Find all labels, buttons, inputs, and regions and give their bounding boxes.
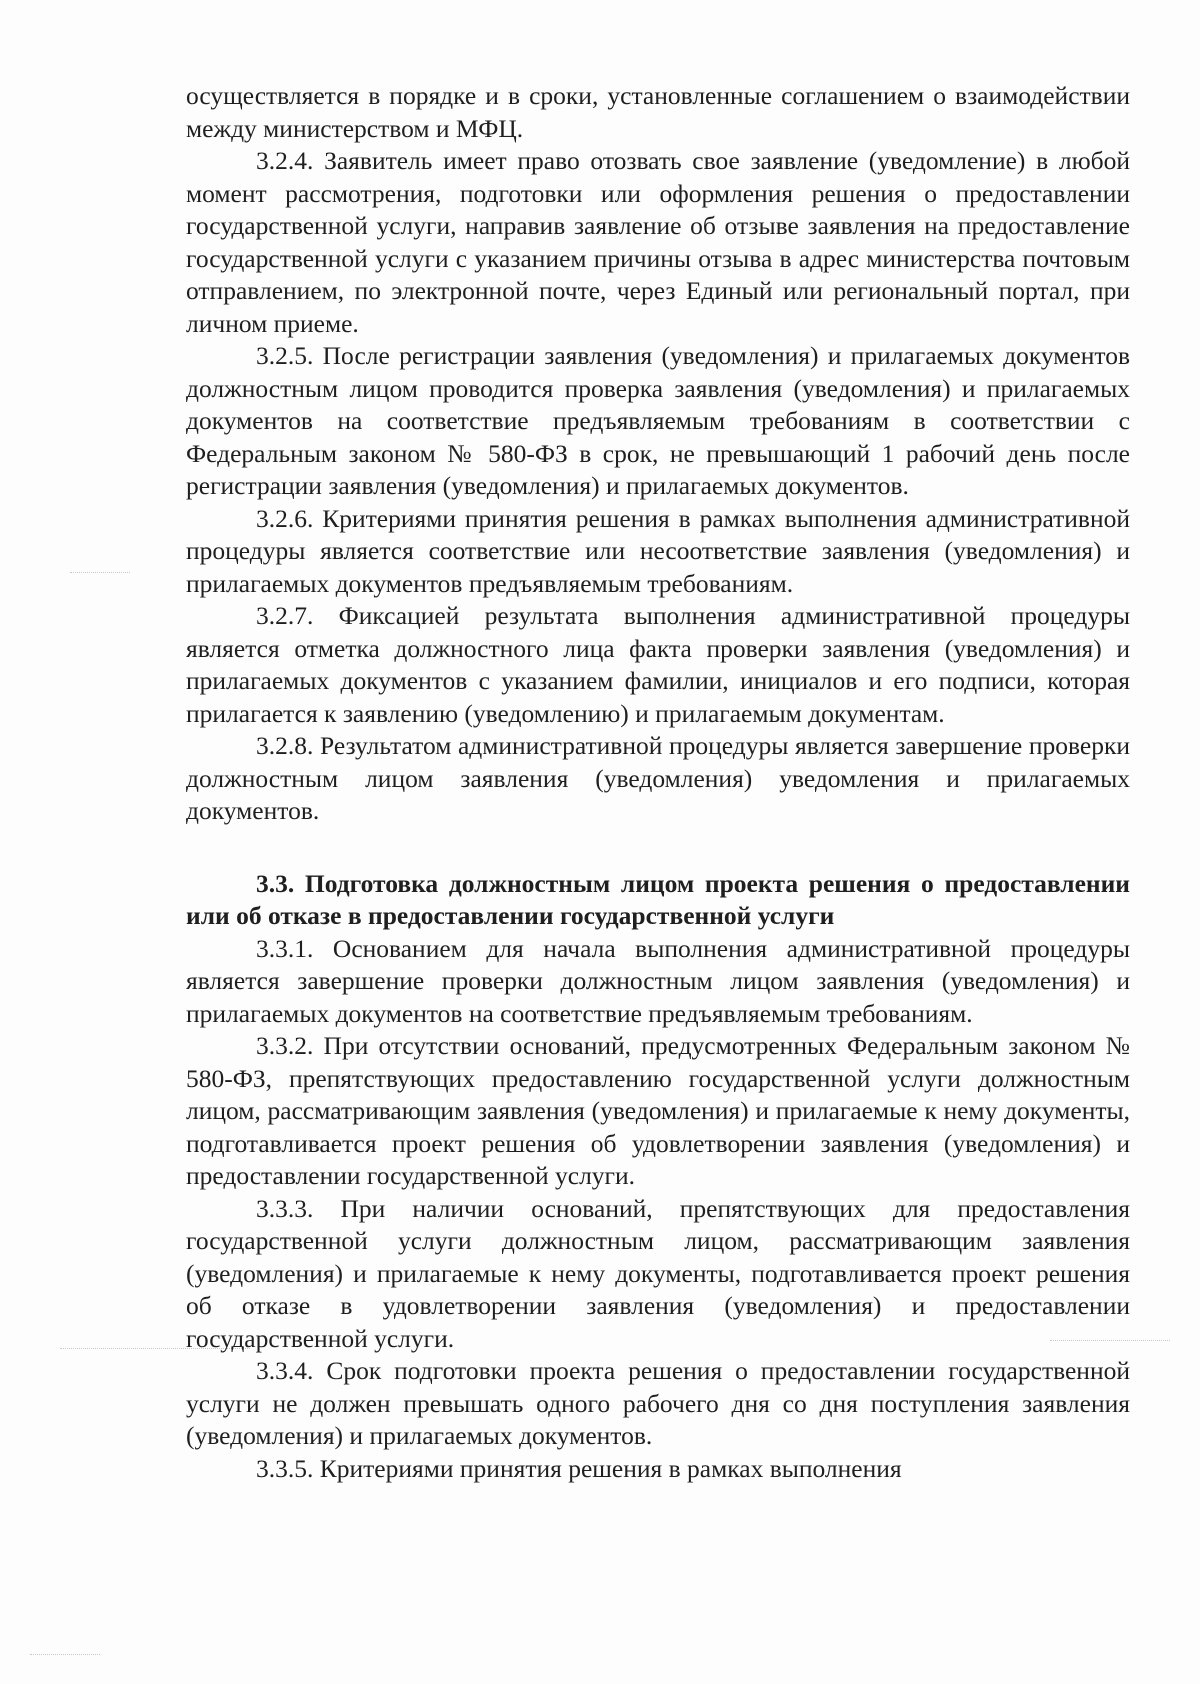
paragraph-3-3-5: 3.3.5. Критериями принятия решения в рамках выполнения (256, 1453, 902, 1483)
paragraph-3-3-4: 3.3.4. Срок подготовки проекта решения о предоставлении государственной услуги не должен превышать одного рабочего дня со дня поступления заявления (уведомления) и прилагаемых документов. (186, 1356, 1130, 1450)
paragraph-continuation: осуществляется в порядке и в сроки, установленные соглашением о взаимодействии между министерством и МФЦ. (186, 81, 1130, 143)
paragraph-3-2-5: 3.2.5. После регистрации заявления (уведомления) и прилагаемых документов должностным лицом проводится проверка заявления (уведомления) и прилагаемых документов на соответствие предъявляемым требованиям в соответствии с Федеральным законом № 580-ФЗ в срок, не превышающий 1 рабочий день после регистрации заявления (уведомления) и прилагаемых документов. (186, 341, 1130, 500)
scan-artifact-line (70, 572, 130, 574)
paragraph-3-3-3: 3.3.3. При наличии оснований, препятствующих для предоставления государственной услуги должностным лицом, рассматривающим заявления (уведомления) и прилагаемые к нему документы, подготавливается проект решения об отказе в удовлетворении заявления (уведомления) и предоставлении государственной услуги. (186, 1193, 1130, 1353)
paragraph-3-3-1: 3.3.1. Основанием для начала выполнения административной процедуры является завершение проверки должностным лицом заявления (уведомления) и прилагаемых документов на соответствие предъявляемым требованиям. (186, 933, 1130, 1028)
document-body (186, 80, 1130, 1485)
paragraph-3-2-8: 3.2.8. Результатом административной процедуры является завершение проверки должностным лицом заявления (уведомления) уведомления и прилагаемых документов. (186, 731, 1130, 825)
scan-artifact-line (30, 1654, 100, 1656)
paragraph-3-2-7: 3.2.7. Фиксацией результата выполнения административной процедуры является отметка должностного лица факта проверки заявления (уведомления) и прилагаемых документов с указанием фамилии, инициалов и его подписи, которая прилагается к заявлению (уведомлению) и прилагаемым документам. (186, 601, 1130, 728)
paragraph-3-3-2: 3.3.2. При отсутствии оснований, предусмотренных Федеральным законом № 580-ФЗ, препятствующих предоставлению государственной услуги должностным лицом, рассматривающим заявления (уведомления) и прилагаемые к нему документы, подготавливается проект решения об удовлетворении заявления (уведомления) и предоставлении государственной услуги. (186, 1031, 1130, 1190)
paragraph-3-2-4: 3.2.4. Заявитель имеет право отозвать свое заявление (уведомление) в любой момент рассмотрения, подготовки или оформления решения о предоставлении государственной услуги, направив заявление об отзыве заявления на предоставление государственной услуги с указанием причины отзыва в адрес министерства почтовым отправлением, по электронной почте, через Единый или региональный портал, при личном приеме. (186, 146, 1130, 338)
paragraph-3-2-6: 3.2.6. Критериями принятия решения в рамках выполнения административной процедуры является соответствие или несоответствие заявления (уведомления) и прилагаемых документов предъявляемым требованиям. (186, 503, 1130, 598)
section-heading-3-3: 3.3. Подготовка должностным лицом проекта решения о предоставлении или об отказе в предоставлении государственной услуги (186, 868, 1130, 930)
